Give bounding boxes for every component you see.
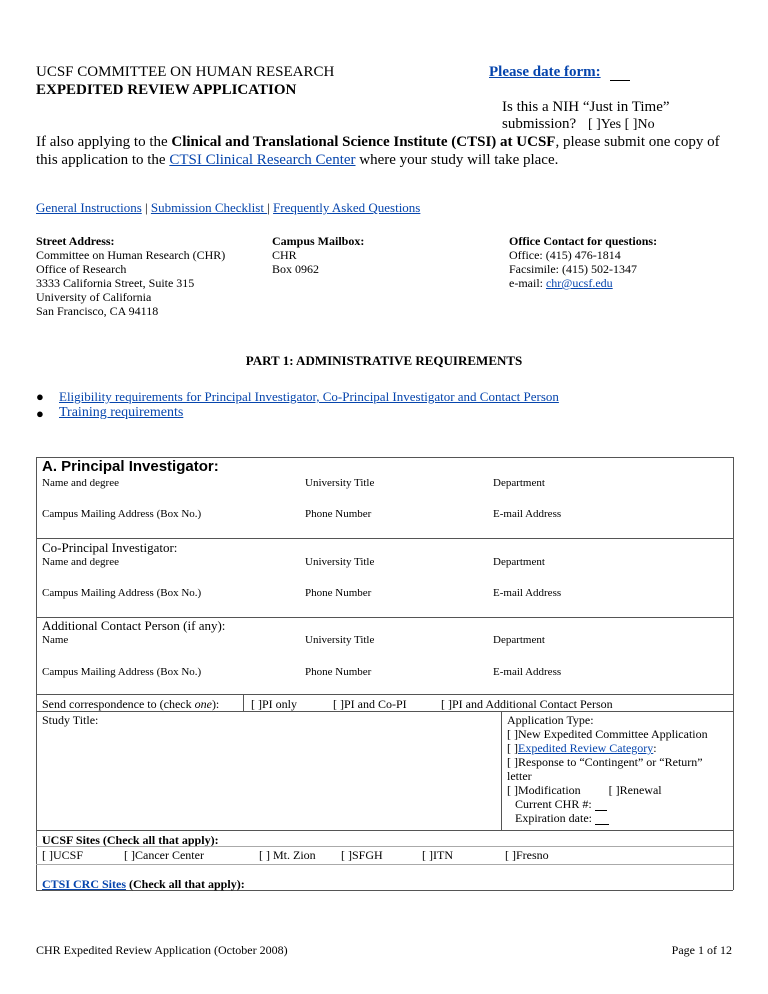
eligibility-link-text[interactable]: Eligibility requirements for Principal Investigator, Co-Principal Investigator and Contact Person <box>59 389 559 404</box>
copi-phone-label[interactable]: Phone Number <box>305 587 372 599</box>
pi-phone-label[interactable]: Phone Number <box>305 508 372 520</box>
copi-name-label[interactable]: Name and degree <box>42 556 119 568</box>
date-blank[interactable] <box>610 68 630 81</box>
current-chr-label: Current CHR #: <box>515 797 592 811</box>
expiration-label: Expiration date: <box>515 811 592 825</box>
bullet-icon: ● <box>36 406 44 421</box>
general-instructions-link[interactable]: General Instructions <box>36 200 142 215</box>
send-corr-post: ): <box>211 697 220 711</box>
eligibility-link[interactable] <box>59 389 559 404</box>
current-chr-field[interactable] <box>507 797 729 811</box>
copi-heading: Co-Principal Investigator: <box>42 540 178 555</box>
office-fax: Facsimile: (415) 502-1347 <box>509 262 637 276</box>
addl-mailing-label[interactable]: Campus Mailing Address (Box No.) <box>42 666 202 678</box>
street-address-heading: Street Address: <box>36 234 115 248</box>
row-divider <box>36 711 733 712</box>
office-contact-block <box>509 234 657 290</box>
street-line: 3333 California Street, Suite 315 <box>36 276 195 290</box>
addl-title-label[interactable]: University Title <box>305 634 375 646</box>
pi-mailing-label[interactable]: Campus Mailing Address (Box No.) <box>42 508 202 520</box>
nih-question-end: submission? <box>502 116 577 132</box>
ctsi-text-pre: If also applying to the <box>36 134 172 150</box>
pi-title-label[interactable]: University Title <box>305 477 375 489</box>
office-email <box>509 276 657 290</box>
link-separator: | <box>267 200 274 215</box>
street-line: Committee on Human Research (CHR) <box>36 248 226 262</box>
send-corr-em: one <box>194 697 212 711</box>
part1-heading: PART 1: ADMINISTRATIVE REQUIREMENTS <box>245 353 523 368</box>
ctsi-crc-link[interactable]: CTSI Clinical Research Center <box>169 152 356 168</box>
ctsi-text-mid: , please submit one copy of this application to the <box>36 134 720 168</box>
pi-department-label[interactable]: Department <box>493 477 545 489</box>
site-cancer-center[interactable]: [ ]Cancer Center <box>124 848 204 862</box>
campus-mailbox-heading: Campus Mailbox: <box>272 234 365 248</box>
app-renewal-option[interactable]: [ ]Renewal <box>608 783 662 797</box>
training-link[interactable] <box>59 405 183 421</box>
street-line: San Francisco, CA 94118 <box>36 304 159 318</box>
addl-email-label[interactable]: E-mail Address <box>493 666 562 678</box>
app-response-option-cont: letter <box>507 769 532 783</box>
site-ucsf[interactable]: [ ]UCSF <box>42 848 84 862</box>
office-phone: Office: (415) 476-1814 <box>509 248 621 262</box>
app-new-option[interactable]: [ ]New Expedited Committee Application <box>507 727 708 741</box>
link-separator: | <box>141 200 151 215</box>
submission-checklist-link[interactable]: Submission Checklist <box>150 200 268 215</box>
app-mod-renewal-row <box>507 783 729 797</box>
sites-divider <box>36 864 733 865</box>
addl-contact-heading: Additional Contact Person (if any): <box>42 618 226 633</box>
send-corr-pre: Send correspondence to (check <box>42 697 195 711</box>
col-divider <box>501 711 502 830</box>
ctsi-text-bold: Clinical and Translational Science Institute (CTSI) at UCSF <box>171 134 556 150</box>
ctsi-crc-sites-link[interactable]: CTSI CRC Sites <box>42 877 127 891</box>
campus-line: CHR <box>272 248 297 262</box>
campus-mailbox-block <box>272 234 364 276</box>
option-pi-only[interactable]: [ ]PI only <box>251 697 297 711</box>
form-title: EXPEDITED REVIEW APPLICATION <box>36 82 297 98</box>
row-divider <box>36 694 733 695</box>
row-divider <box>36 830 733 831</box>
send-correspondence-label <box>42 697 219 711</box>
site-fresno[interactable]: [ ]Fresno <box>505 848 549 862</box>
street-line: Office of Research <box>36 262 127 276</box>
faq-link[interactable]: Frequently Asked Questions <box>273 200 421 215</box>
expiration-date-field[interactable] <box>507 811 729 825</box>
addl-name-label[interactable]: Name <box>42 634 69 646</box>
street-address-block <box>36 234 225 318</box>
app-response-option[interactable]: [ ]Response to “Contingent” or “Return” <box>507 755 703 769</box>
copi-title-label[interactable]: University Title <box>305 556 375 568</box>
office-contact-heading: Office Contact for questions: <box>509 234 658 248</box>
ucsf-sites-heading: UCSF Sites (Check all that apply): <box>42 833 219 847</box>
date-form-field[interactable] <box>489 64 630 81</box>
crc-sites-row <box>42 877 245 891</box>
org-name: UCSF COMMITTEE ON HUMAN RESEARCH <box>36 64 335 80</box>
study-title-label[interactable]: Study Title: <box>42 713 99 727</box>
expedited-category-link[interactable]: Expedited Review Category <box>518 741 654 755</box>
training-link-text[interactable]: Training requirements <box>59 405 184 420</box>
pi-name-label[interactable]: Name and degree <box>42 477 119 489</box>
option-pi-addl[interactable]: [ ]PI and Additional Contact Person <box>441 697 613 711</box>
site-sfgh[interactable]: [ ]SFGH <box>341 848 383 862</box>
campus-line: Box 0962 <box>272 262 320 276</box>
instruction-links <box>36 200 420 215</box>
table-border-left <box>36 457 37 890</box>
site-mt-zion[interactable]: [ ] Mt. Zion <box>259 848 316 862</box>
street-line: University of California <box>36 290 152 304</box>
ctsi-text-post: where your study will take place. <box>355 152 559 168</box>
page-number: Page 1 of 12 <box>671 943 732 957</box>
row-divider <box>36 538 733 539</box>
option-pi-copi[interactable]: [ ]PI and Co-PI <box>333 697 407 711</box>
footer-title: CHR Expedited Review Application (October 2008) <box>36 943 288 957</box>
crc-sites-text: (Check all that apply): <box>126 877 245 891</box>
app-exp-checkbox[interactable]: [ ] <box>507 741 518 755</box>
date-form-link[interactable]: Please date form: <box>489 64 601 80</box>
nih-options[interactable]: [ ]Yes [ ]No <box>587 117 655 132</box>
current-chr-blank[interactable] <box>595 800 607 811</box>
expiration-blank[interactable] <box>595 814 609 825</box>
app-exp-colon: : <box>653 741 657 755</box>
app-expedited-option[interactable] <box>507 741 729 755</box>
chr-email-link[interactable]: chr@ucsf.edu <box>545 276 613 290</box>
copi-email-label[interactable]: E-mail Address <box>493 587 562 599</box>
application-type-block <box>507 713 729 825</box>
site-itn[interactable]: [ ]ITN <box>422 848 453 862</box>
copi-mailing-label[interactable]: Campus Mailing Address (Box No.) <box>42 587 202 599</box>
app-modification-option[interactable]: [ ]Modification <box>507 783 581 797</box>
ctsi-paragraph <box>36 133 736 169</box>
email-label: e-mail: <box>509 276 546 290</box>
addl-phone-label[interactable]: Phone Number <box>305 666 372 678</box>
copi-department-label[interactable]: Department <box>493 556 545 568</box>
pi-email-label[interactable]: E-mail Address <box>493 508 562 520</box>
table-border-right <box>733 457 734 890</box>
nih-question: Is this a NIH “Just in Time” <box>502 99 670 115</box>
col-divider <box>243 694 244 711</box>
addl-department-label[interactable]: Department <box>493 634 545 646</box>
bullet-icon: ● <box>36 389 44 404</box>
pi-heading: A. Principal Investigator: <box>42 458 219 475</box>
sites-divider <box>36 846 733 847</box>
application-type-heading: Application Type: <box>507 713 594 727</box>
nih-question-line2 <box>502 116 655 133</box>
